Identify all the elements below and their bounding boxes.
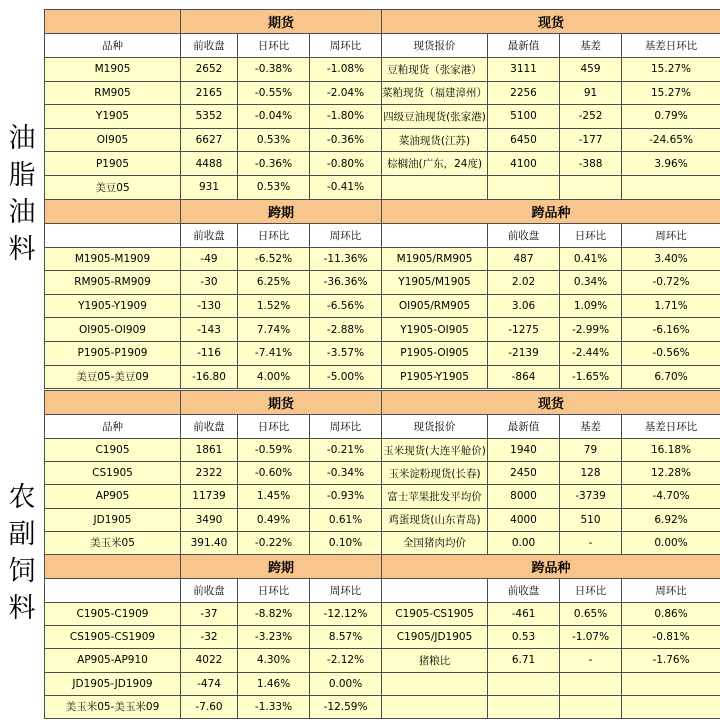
cross-variety-cell: 1.09% <box>560 294 622 318</box>
spot-cell: 91 <box>560 81 622 105</box>
category-label-oils <box>0 8 44 380</box>
calendar-spread-column-header <box>45 578 181 602</box>
futures-cell: 3490 <box>181 508 238 531</box>
spot-title: 现货 <box>382 10 720 34</box>
spot-cell: 4100 <box>488 152 560 176</box>
futures-column-header: 前收盘 <box>181 34 238 58</box>
calendar-spread-cell: 4.30% <box>238 649 310 672</box>
cross-variety-cell: -461 <box>488 602 560 625</box>
spot-cell: 15.27% <box>622 58 720 82</box>
cross-variety-column-header <box>382 223 488 247</box>
futures-cell: 931 <box>181 175 238 199</box>
calendar-spread-cell: 4.00% <box>238 365 310 389</box>
spot-cell: - <box>560 531 622 554</box>
futures-cell: -0.36% <box>238 152 310 176</box>
cross-variety-cell: -1.76% <box>622 649 720 672</box>
cross-variety-cell: -2.44% <box>560 341 622 365</box>
futures-cell: -0.60% <box>238 462 310 485</box>
table-row <box>45 81 720 105</box>
cross-variety-cell <box>488 672 560 695</box>
futures-cell: -0.21% <box>310 439 382 462</box>
futures-cell: -0.41% <box>310 175 382 199</box>
category-label-feed <box>0 390 44 716</box>
cross-variety-cell: -864 <box>488 365 560 389</box>
futures-cell: 0.49% <box>238 508 310 531</box>
spot-cell: 0.00 <box>488 531 560 554</box>
cross-variety-cell <box>622 672 720 695</box>
calendar-spread-cell: -2.88% <box>310 318 382 342</box>
spot-cell: -177 <box>560 128 622 152</box>
calendar-spread-cell: -37 <box>181 602 238 625</box>
cross-variety-cell: 0.65% <box>560 602 622 625</box>
futures-cell: P1905 <box>45 152 181 176</box>
spot-column-header: 基差 <box>560 34 622 58</box>
futures-cell: C1905 <box>45 439 181 462</box>
cross-variety-cell: -0.72% <box>622 271 720 295</box>
spot-cell <box>622 175 720 199</box>
futures-cell: -0.36% <box>310 128 382 152</box>
futures-cell: AP905 <box>45 485 181 508</box>
spot-cell: -252 <box>560 105 622 129</box>
futures-cell: 6627 <box>181 128 238 152</box>
cross-variety-cell: C1905/JD1905 <box>382 626 488 649</box>
spot-cell: 12.28% <box>622 462 720 485</box>
cross-variety-cell: 猪粮比 <box>382 649 488 672</box>
futures-cell: -0.38% <box>238 58 310 82</box>
futures-cell: JD1905 <box>45 508 181 531</box>
calendar-spread-cell: -474 <box>181 672 238 695</box>
cross-variety-cell <box>560 695 622 718</box>
spot-cell: 豆粕现货（张家港） <box>382 58 488 82</box>
spot-cell: 1940 <box>488 439 560 462</box>
cross-variety-cell: -0.81% <box>622 626 720 649</box>
cross-variety-cell <box>488 695 560 718</box>
table-row <box>45 695 720 718</box>
table-row <box>45 294 720 318</box>
cross-variety-column-header: 前收盘 <box>488 223 560 247</box>
futures-cell: 1.45% <box>238 485 310 508</box>
spot-cell: -388 <box>560 152 622 176</box>
cross-variety-column-header: 周环比 <box>622 578 720 602</box>
futures-cell: 美豆05 <box>45 175 181 199</box>
spot-cell <box>488 175 560 199</box>
group-title-row <box>45 554 720 578</box>
cross-variety-title: 跨品种 <box>382 554 720 578</box>
section-oils-table <box>44 9 720 389</box>
calendar-spread-cell: -130 <box>181 294 238 318</box>
futures-cell: CS1905 <box>45 462 181 485</box>
futures-cell: 4488 <box>181 152 238 176</box>
cross-variety-column-header: 周环比 <box>622 223 720 247</box>
column-header-row <box>45 578 720 602</box>
calendar-spread-cell: -143 <box>181 318 238 342</box>
futures-cell: -0.80% <box>310 152 382 176</box>
calendar-spread-cell: 8.57% <box>310 626 382 649</box>
spot-cell: 5100 <box>488 105 560 129</box>
group-title-row <box>45 391 720 415</box>
spot-cell: 16.18% <box>622 439 720 462</box>
cross-variety-cell: M1905/RM905 <box>382 247 488 271</box>
calendar-spread-cell: 7.74% <box>238 318 310 342</box>
spot-cell: 鸡蛋现货(山东青岛) <box>382 508 488 531</box>
cross-variety-cell: - <box>560 649 622 672</box>
calendar-spread-cell: -6.52% <box>238 247 310 271</box>
futures-cell: -0.22% <box>238 531 310 554</box>
spot-cell: 6450 <box>488 128 560 152</box>
spot-cell <box>560 175 622 199</box>
spot-cell: 510 <box>560 508 622 531</box>
spot-title: 现货 <box>382 391 720 415</box>
futures-cell: -0.93% <box>310 485 382 508</box>
spot-cell: 459 <box>560 58 622 82</box>
cross-variety-cell: 6.71 <box>488 649 560 672</box>
spot-cell: 富士苹果批发平均价 <box>382 485 488 508</box>
futures-cell: -1.80% <box>310 105 382 129</box>
calendar-spread-cell: -6.56% <box>310 294 382 318</box>
spot-cell: 3.96% <box>622 152 720 176</box>
calendar-spread-column-header: 日环比 <box>238 223 310 247</box>
table-row <box>45 365 720 389</box>
spot-cell: 棕榈油(广东，24度) <box>382 152 488 176</box>
spot-cell: -3739 <box>560 485 622 508</box>
cross-variety-cell: 0.86% <box>622 602 720 625</box>
spot-cell: 15.27% <box>622 81 720 105</box>
cross-variety-cell: -2139 <box>488 341 560 365</box>
futures-cell: 美玉米05 <box>45 531 181 554</box>
cross-variety-cell <box>622 695 720 718</box>
calendar-spread-cell: -36.36% <box>310 271 382 295</box>
futures-cell: 0.53% <box>238 175 310 199</box>
futures-cell: -0.04% <box>238 105 310 129</box>
calendar-spread-cell: M1905-M1909 <box>45 247 181 271</box>
calendar-spread-cell: -11.36% <box>310 247 382 271</box>
cross-variety-column-header <box>382 578 488 602</box>
futures-cell: 0.10% <box>310 531 382 554</box>
spot-cell: 128 <box>560 462 622 485</box>
spot-cell: 四级豆油现货(张家港) <box>382 105 488 129</box>
cross-variety-cell: P1905-Y1905 <box>382 365 488 389</box>
futures-column-header: 品种 <box>45 415 181 439</box>
calendar-spread-cell: -12.59% <box>310 695 382 718</box>
calendar-spread-cell: JD1905-JD1909 <box>45 672 181 695</box>
futures-cell: -2.04% <box>310 81 382 105</box>
calendar-spread-cell: -30 <box>181 271 238 295</box>
spot-column-header: 现货报价 <box>382 415 488 439</box>
futures-cell: 0.61% <box>310 508 382 531</box>
category-label-text: 油脂油料 <box>8 123 36 265</box>
group-title-row <box>45 199 720 223</box>
calendar-spread-cell: RM905-RM909 <box>45 271 181 295</box>
spot-cell: 0.79% <box>622 105 720 129</box>
calendar-spread-cell: -2.12% <box>310 649 382 672</box>
futures-title: 期货 <box>181 10 382 34</box>
title-spacer <box>45 391 181 415</box>
cross-variety-title: 跨品种 <box>382 199 720 223</box>
title-spacer <box>45 554 181 578</box>
table-row <box>45 128 720 152</box>
futures-column-header: 周环比 <box>310 415 382 439</box>
column-header-row <box>45 415 720 439</box>
spot-cell: 玉米现货(大连平舱价) <box>382 439 488 462</box>
market-table <box>44 390 720 719</box>
table-row <box>45 649 720 672</box>
category-label-text: 农副饲料 <box>8 482 36 624</box>
table-row <box>45 175 720 199</box>
cross-variety-cell: 3.40% <box>622 247 720 271</box>
table-row <box>45 152 720 176</box>
table-row <box>45 626 720 649</box>
futures-cell: -0.59% <box>238 439 310 462</box>
cross-variety-cell: -0.56% <box>622 341 720 365</box>
futures-cell: Y1905 <box>45 105 181 129</box>
futures-cell: -0.55% <box>238 81 310 105</box>
calendar-spread-cell: -32 <box>181 626 238 649</box>
calendar-spread-cell: CS1905-CS1909 <box>45 626 181 649</box>
cross-variety-cell <box>560 672 622 695</box>
column-header-row <box>45 34 720 58</box>
column-header-row <box>45 223 720 247</box>
calendar-spread-column-header: 日环比 <box>238 578 310 602</box>
futures-cell: M1905 <box>45 58 181 82</box>
futures-cell: 5352 <box>181 105 238 129</box>
calendar-spread-title: 跨期 <box>181 199 382 223</box>
spot-cell: 玉米淀粉现货(长春) <box>382 462 488 485</box>
section-feed-table <box>44 390 720 719</box>
calendar-spread-cell: -1.33% <box>238 695 310 718</box>
spot-cell: 4000 <box>488 508 560 531</box>
calendar-spread-cell: -116 <box>181 341 238 365</box>
table-row <box>45 672 720 695</box>
spot-cell: 6.92% <box>622 508 720 531</box>
cross-variety-cell: -1.07% <box>560 626 622 649</box>
spot-cell: -4.70% <box>622 485 720 508</box>
table-row <box>45 439 720 462</box>
cross-variety-cell: 0.53 <box>488 626 560 649</box>
calendar-spread-cell: 美豆05-美豆09 <box>45 365 181 389</box>
spot-cell: 79 <box>560 439 622 462</box>
table-row <box>45 318 720 342</box>
spot-column-header: 基差 <box>560 415 622 439</box>
cross-variety-cell: 1.71% <box>622 294 720 318</box>
calendar-spread-cell: -49 <box>181 247 238 271</box>
futures-cell: 2165 <box>181 81 238 105</box>
table-row <box>45 58 720 82</box>
cross-variety-cell <box>382 672 488 695</box>
cross-variety-cell: -2.99% <box>560 318 622 342</box>
spot-column-header: 基差日环比 <box>622 415 720 439</box>
group-title-row <box>45 10 720 34</box>
calendar-spread-cell: -8.82% <box>238 602 310 625</box>
calendar-spread-column-header <box>45 223 181 247</box>
spot-cell <box>382 175 488 199</box>
spot-column-header: 最新值 <box>488 34 560 58</box>
futures-cell: -0.34% <box>310 462 382 485</box>
spot-cell: -24.65% <box>622 128 720 152</box>
futures-cell: 11739 <box>181 485 238 508</box>
calendar-spread-title: 跨期 <box>181 554 382 578</box>
table-row <box>45 247 720 271</box>
calendar-spread-cell: 0.00% <box>310 672 382 695</box>
cross-variety-cell: P1905-OI905 <box>382 341 488 365</box>
futures-cell: 391.40 <box>181 531 238 554</box>
cross-variety-cell: -1.65% <box>560 365 622 389</box>
calendar-spread-column-header: 周环比 <box>310 578 382 602</box>
cross-variety-cell: 2.02 <box>488 271 560 295</box>
futures-cell: 0.53% <box>238 128 310 152</box>
market-table <box>44 9 720 389</box>
futures-column-header: 日环比 <box>238 34 310 58</box>
table-row <box>45 508 720 531</box>
futures-title: 期货 <box>181 391 382 415</box>
table-row <box>45 462 720 485</box>
cross-variety-cell: OI905/RM905 <box>382 294 488 318</box>
spot-cell: 3111 <box>488 58 560 82</box>
cross-variety-cell: 3.06 <box>488 294 560 318</box>
futures-column-header: 日环比 <box>238 415 310 439</box>
futures-cell: -1.08% <box>310 58 382 82</box>
calendar-spread-cell: 1.46% <box>238 672 310 695</box>
cross-variety-cell: 6.70% <box>622 365 720 389</box>
table-row <box>45 531 720 554</box>
spot-cell: 全国猪肉均价 <box>382 531 488 554</box>
calendar-spread-cell: C1905-C1909 <box>45 602 181 625</box>
calendar-spread-cell: P1905-P1909 <box>45 341 181 365</box>
spot-column-header: 现货报价 <box>382 34 488 58</box>
cross-variety-cell: Y1905-OI905 <box>382 318 488 342</box>
calendar-spread-cell: -5.00% <box>310 365 382 389</box>
spot-cell: 菜粕现货（福建漳州） <box>382 81 488 105</box>
title-spacer <box>45 10 181 34</box>
calendar-spread-column-header: 周环比 <box>310 223 382 247</box>
calendar-spread-cell: -7.41% <box>238 341 310 365</box>
futures-cell: 2652 <box>181 58 238 82</box>
spot-column-header: 最新值 <box>488 415 560 439</box>
cross-variety-cell: -6.16% <box>622 318 720 342</box>
table-row <box>45 271 720 295</box>
calendar-spread-column-header: 前收盘 <box>181 223 238 247</box>
calendar-spread-cell: OI905-OI909 <box>45 318 181 342</box>
title-spacer <box>45 199 181 223</box>
cross-variety-column-header: 前收盘 <box>488 578 560 602</box>
cross-variety-cell: -1275 <box>488 318 560 342</box>
cross-variety-cell: 0.41% <box>560 247 622 271</box>
calendar-spread-cell: -12.12% <box>310 602 382 625</box>
spot-cell: 菜油现货(江苏) <box>382 128 488 152</box>
futures-cell: RM905 <box>45 81 181 105</box>
futures-column-header: 前收盘 <box>181 415 238 439</box>
calendar-spread-cell: -7.60 <box>181 695 238 718</box>
table-row <box>45 341 720 365</box>
table-row <box>45 602 720 625</box>
spot-cell: 2256 <box>488 81 560 105</box>
cross-variety-cell: Y1905/M1905 <box>382 271 488 295</box>
futures-column-header: 品种 <box>45 34 181 58</box>
spot-column-header: 基差日环比 <box>622 34 720 58</box>
futures-cell: 1861 <box>181 439 238 462</box>
calendar-spread-cell: 6.25% <box>238 271 310 295</box>
cross-variety-column-header: 日环比 <box>560 578 622 602</box>
calendar-spread-cell: 美玉米05-美玉米09 <box>45 695 181 718</box>
calendar-spread-cell: -16.80 <box>181 365 238 389</box>
cross-variety-column-header: 日环比 <box>560 223 622 247</box>
spot-cell: 8000 <box>488 485 560 508</box>
cross-variety-cell <box>382 695 488 718</box>
table-row <box>45 105 720 129</box>
spot-cell: 2450 <box>488 462 560 485</box>
futures-column-header: 周环比 <box>310 34 382 58</box>
calendar-spread-cell: -3.23% <box>238 626 310 649</box>
spot-cell: 0.00% <box>622 531 720 554</box>
futures-cell: 2322 <box>181 462 238 485</box>
calendar-spread-cell: AP905-AP910 <box>45 649 181 672</box>
calendar-spread-cell: -3.57% <box>310 341 382 365</box>
cross-variety-cell: 487 <box>488 247 560 271</box>
cross-variety-cell: 0.34% <box>560 271 622 295</box>
futures-cell: OI905 <box>45 128 181 152</box>
calendar-spread-cell: 4022 <box>181 649 238 672</box>
calendar-spread-column-header: 前收盘 <box>181 578 238 602</box>
table-row <box>45 485 720 508</box>
cross-variety-cell: C1905-CS1905 <box>382 602 488 625</box>
calendar-spread-cell: Y1905-Y1909 <box>45 294 181 318</box>
calendar-spread-cell: 1.52% <box>238 294 310 318</box>
